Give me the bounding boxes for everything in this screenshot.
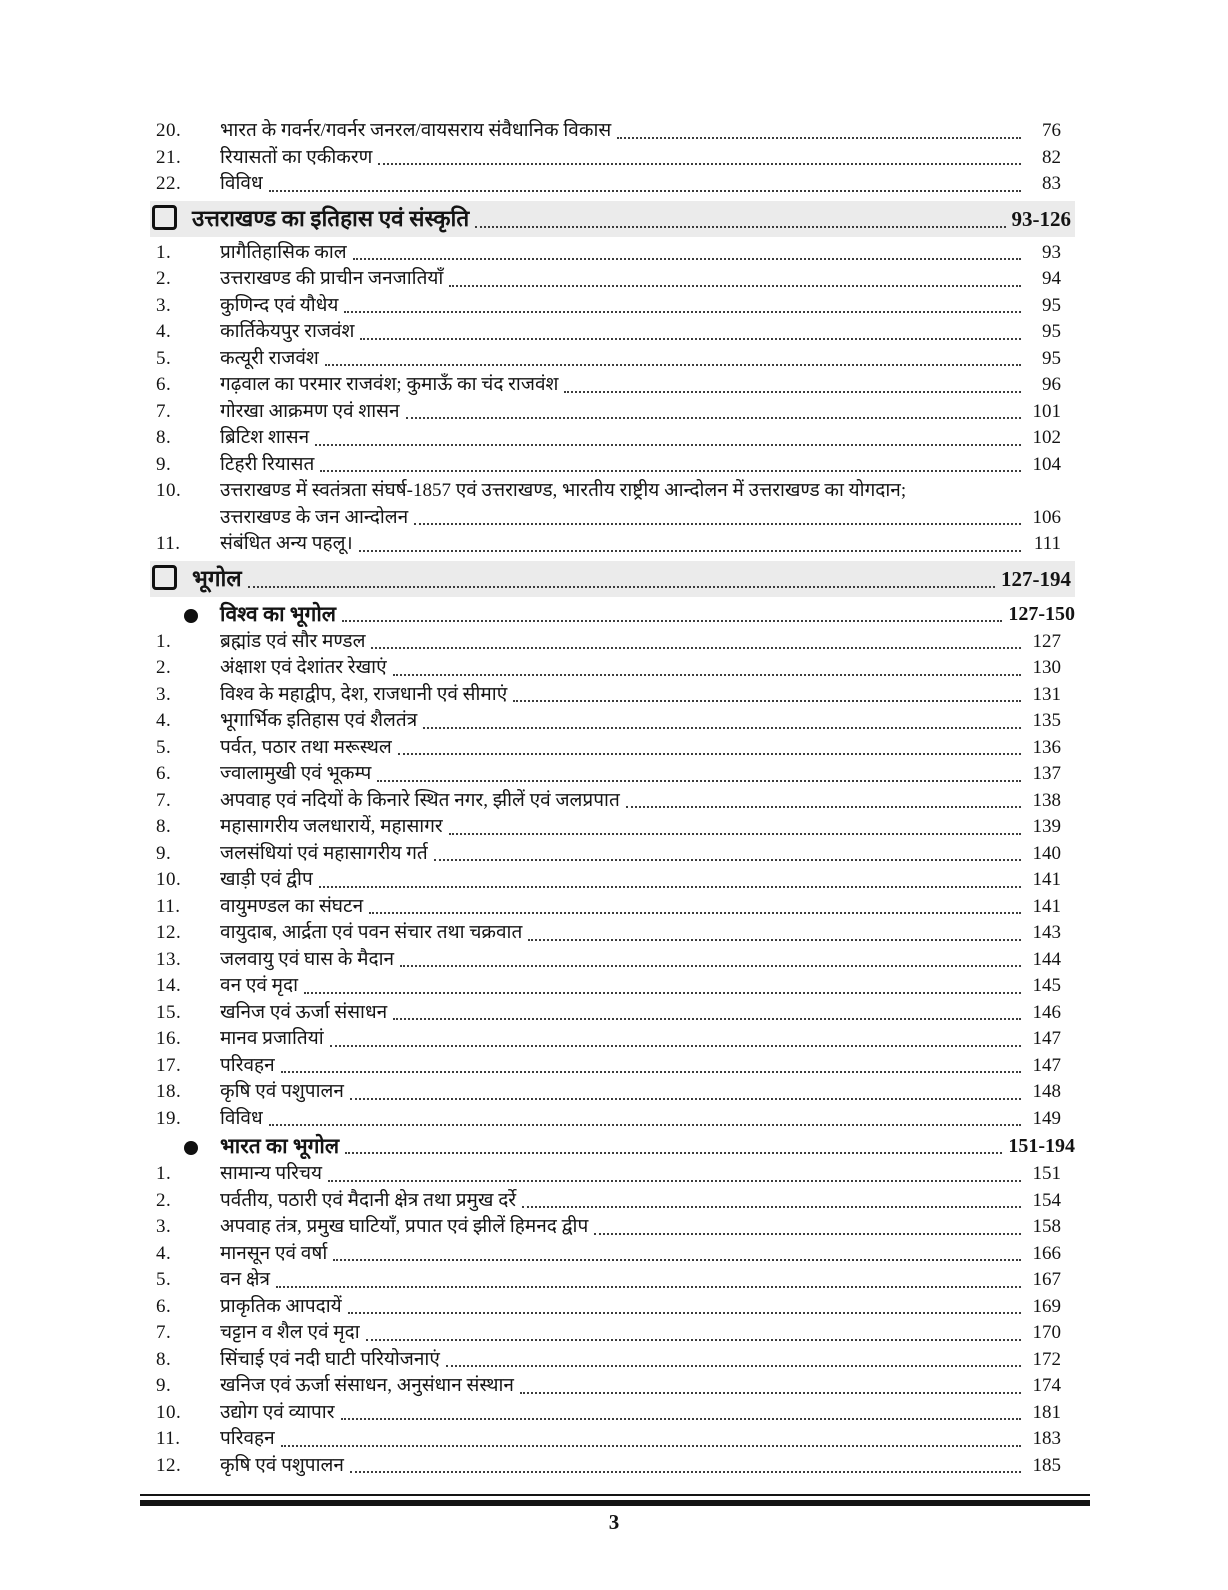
toc-entry-title: भूगोल <box>192 565 242 591</box>
toc-entry-page: 141 <box>1032 869 1061 890</box>
toc-item-number: 21. <box>156 146 182 168</box>
dotted-leader <box>449 833 1021 835</box>
toc-entry-title: विविध <box>220 1107 263 1129</box>
toc-entry-page: 151 <box>1032 1163 1061 1184</box>
dotted-leader <box>528 939 1021 941</box>
dotted-leader <box>341 1418 1022 1420</box>
toc-item-row <box>150 1053 1075 1080</box>
dotted-leader <box>475 226 1005 228</box>
toc-entry-page: 95 <box>1042 321 1061 342</box>
toc-item-number: 11. <box>156 1428 181 1449</box>
dotted-leader <box>345 1152 1002 1154</box>
toc-item-row <box>150 171 1075 198</box>
toc-entry-page: 172 <box>1032 1348 1061 1370</box>
toc-item-number: 8. <box>156 427 172 448</box>
toc-entry-title: कार्तिकेयपुर राजवंश <box>220 321 355 342</box>
dotted-leader <box>434 859 1021 861</box>
dotted-leader <box>371 647 1021 649</box>
toc-entry-page: 140 <box>1032 842 1061 864</box>
dotted-leader <box>320 470 1021 472</box>
bullet-circle-icon <box>184 609 198 623</box>
toc-item-number: 8. <box>156 816 172 837</box>
toc-entry-page: 127 <box>1032 630 1061 652</box>
toc-entry-title: वन क्षेत्र <box>220 1269 270 1290</box>
toc-item-number: 11. <box>156 533 181 554</box>
toc-item-number: 8. <box>156 1348 172 1370</box>
toc-item-number: 2. <box>156 268 172 289</box>
toc-item-number: 16. <box>156 1028 182 1049</box>
dotted-leader <box>281 1071 1021 1073</box>
toc-item-row <box>150 1400 1075 1427</box>
toc-entry-page: 82 <box>1042 146 1061 168</box>
toc-entry-title: ब्रह्मांड एवं सौर मण्डल <box>220 630 366 652</box>
toc-item-row <box>150 452 1075 479</box>
toc-item-row <box>150 682 1075 709</box>
checkbox-square-icon <box>152 565 177 590</box>
toc-entry-title: अपवाह एवं नदियों के किनारे स्थित नगर, झीलें एवं जलप्रपात <box>220 789 620 811</box>
toc-entry-page: 139 <box>1032 816 1061 837</box>
toc-item-number: 15. <box>156 1001 182 1023</box>
toc-entry-title: मानसून एवं वर्षा <box>220 1242 328 1264</box>
toc-entry-title: विश्व का भूगोल <box>220 601 337 626</box>
toc-entry-page: 170 <box>1032 1322 1061 1343</box>
toc-item-row <box>150 346 1075 373</box>
toc-item-row <box>150 1267 1075 1294</box>
dotted-leader <box>269 1124 1021 1126</box>
toc-entry-title: प्राकृतिक आपदायें <box>220 1295 342 1317</box>
dotted-leader <box>406 417 1021 419</box>
dotted-leader <box>342 620 1002 622</box>
toc-item-number: 9. <box>156 1375 172 1396</box>
toc-entry-page: 148 <box>1032 1081 1061 1102</box>
toc-entry-title: उत्तराखण्ड का इतिहास एवं संस्कृति <box>192 205 470 231</box>
toc-entry-title: खनिज एवं ऊर्जा संसाधन, अनुसंधान संस्थान <box>220 1375 514 1396</box>
toc-entry-page: 174 <box>1032 1375 1061 1396</box>
dotted-leader <box>369 912 1021 914</box>
toc-item-row <box>150 1453 1075 1480</box>
checkbox-square-icon <box>152 205 177 230</box>
toc-entry-title: महासागरीय जलधारायें, महासागर <box>220 816 443 837</box>
toc-item-number: 22. <box>156 173 182 194</box>
toc-item-number: 14. <box>156 975 182 996</box>
toc-item-number: 6. <box>156 1295 172 1317</box>
dotted-leader <box>330 1045 1021 1047</box>
toc-entry-page: 96 <box>1042 374 1061 395</box>
toc-item-number: 18. <box>156 1081 182 1102</box>
dotted-leader <box>617 137 1021 139</box>
toc-item-row <box>150 1320 1075 1347</box>
dotted-leader <box>414 523 1021 525</box>
toc-entry-page: 95 <box>1042 294 1061 316</box>
toc-entry-title: भारत का भूगोल <box>220 1134 340 1158</box>
toc-entry-page: 127-150 <box>1008 602 1075 625</box>
toc-entry-title: कुणिन्द एवं यौधेय <box>220 294 339 316</box>
toc-item-number: 1. <box>156 1163 172 1184</box>
dotted-leader <box>446 1365 1021 1367</box>
toc-entry-title: टिहरी रियासत <box>220 453 315 475</box>
toc-entry-page: 181 <box>1032 1401 1061 1423</box>
toc-entry-title: परिवहन <box>220 1054 275 1076</box>
toc-item-row <box>150 293 1075 320</box>
toc-entry-title: कृषि एवं पशुपालन <box>220 1081 344 1102</box>
toc-item-row <box>150 1426 1075 1453</box>
toc-entry-page: 135 <box>1032 710 1061 731</box>
toc-list <box>150 118 1075 1479</box>
toc-entry-title: उद्योग एवं व्यापार <box>220 1401 335 1423</box>
dotted-leader <box>359 550 1021 552</box>
toc-item-row <box>150 894 1075 921</box>
toc-item-number: 9. <box>156 453 172 475</box>
dotted-leader <box>626 806 1021 808</box>
toc-entry-title: जलवायु एवं घास के मैदान <box>220 948 395 970</box>
toc-item-row <box>150 841 1075 868</box>
toc-item-number: 12. <box>156 1454 182 1476</box>
toc-entry-title: उत्तराखण्ड की प्राचीन जनजातियाँ <box>220 268 444 289</box>
toc-item-number: 11. <box>156 895 181 917</box>
dotted-leader <box>449 285 1021 287</box>
dotted-leader <box>304 992 1021 994</box>
toc-item-number: 10. <box>156 1401 182 1423</box>
toc-item-number: 4. <box>156 1242 172 1264</box>
toc-item-row <box>150 788 1075 815</box>
toc-item-row <box>150 655 1075 682</box>
toc-item-row <box>150 1026 1075 1053</box>
toc-entry-title: चट्टान व शैल एवं मृदा <box>220 1322 360 1343</box>
toc-item-number: 10. <box>156 869 182 890</box>
toc-entry-page: 147 <box>1032 1054 1061 1076</box>
toc-entry-title: संबंधित अन्य पहलू। <box>220 533 353 554</box>
toc-entry-page: 185 <box>1032 1454 1061 1476</box>
dotted-leader <box>522 1206 1021 1208</box>
toc-item-number: 5. <box>156 1269 172 1290</box>
toc-section-row <box>150 561 1075 597</box>
toc-entry-page: 149 <box>1032 1107 1061 1129</box>
toc-item-row <box>150 867 1075 894</box>
toc-item-row <box>150 1188 1075 1215</box>
toc-item-row <box>150 240 1075 267</box>
toc-entry-page: 93 <box>1042 241 1061 263</box>
toc-entry-page: 147 <box>1032 1028 1061 1049</box>
toc-entry-title: गोरखा आक्रमण एवं शासन <box>220 400 400 422</box>
toc-item-row <box>150 1214 1075 1241</box>
toc-item-row <box>150 1241 1075 1268</box>
toc-item-number: 4. <box>156 321 172 342</box>
toc-entry-page: 131 <box>1032 683 1061 705</box>
toc-entry-title: वन एवं मृदा <box>220 975 299 996</box>
toc-entry-page: 104 <box>1032 453 1061 475</box>
toc-item-row <box>150 319 1075 346</box>
toc-entry-title: खाड़ी एवं द्वीप <box>220 869 313 890</box>
dotted-leader <box>360 338 1021 340</box>
toc-entry-page: 102 <box>1032 427 1061 448</box>
dotted-leader <box>564 391 1021 393</box>
toc-entry-page: 166 <box>1032 1242 1061 1264</box>
toc-entry-page: 169 <box>1032 1295 1061 1317</box>
dotted-leader <box>520 1392 1021 1394</box>
toc-entry-title: गढ़वाल का परमार राजवंश; कुमाऊँ का चंद राजवंश <box>220 374 559 395</box>
toc-entry-page: 136 <box>1032 736 1061 758</box>
toc-item-row <box>150 1079 1075 1106</box>
toc-entry-page: 106 <box>1032 506 1061 528</box>
dotted-leader <box>513 700 1021 702</box>
toc-item-row <box>150 973 1075 1000</box>
toc-entry-title: प्रागैतिहासिक काल <box>220 241 347 263</box>
toc-item-row <box>150 761 1075 788</box>
toc-item-row <box>150 629 1075 656</box>
toc-subsection-row <box>150 600 1075 629</box>
dotted-leader <box>276 1286 1021 1288</box>
dotted-leader <box>328 1180 1021 1182</box>
toc-item-row <box>150 1347 1075 1374</box>
toc-section-row <box>150 201 1075 237</box>
toc-item-number: 7. <box>156 400 172 422</box>
dotted-leader <box>344 311 1021 313</box>
toc-item-number: 19. <box>156 1107 182 1129</box>
toc-item-row <box>150 531 1075 558</box>
toc-entry-title: वायुदाब, आर्द्रता एवं पवन संचार तथा चक्रवात <box>220 922 523 943</box>
bullet-circle-icon <box>184 1141 198 1155</box>
toc-item-row <box>150 1106 1075 1133</box>
toc-entry-page: 167 <box>1032 1269 1061 1290</box>
toc-item-number: 12. <box>156 922 182 943</box>
toc-entry-title: जलसंधियां एवं महासागरीय गर्त <box>220 842 428 864</box>
dotted-leader <box>378 163 1021 165</box>
toc-entry-page: 83 <box>1042 173 1061 194</box>
toc-entry-title: भारत के गवर्नर/गवर्नर जनरल/वायसराय संवैधानिक विकास <box>220 120 612 141</box>
toc-entry-page: 183 <box>1032 1428 1061 1449</box>
toc-item-number: 1. <box>156 630 172 652</box>
toc-item-number: 6. <box>156 374 172 395</box>
toc-entry-title: अपवाह तंत्र, प्रमुख घाटियाँ, प्रपात एवं झीलें हिमनद द्वीप <box>220 1216 589 1237</box>
toc-entry-title: रियासतों का एकीकरण <box>220 146 373 168</box>
toc-item-number: 2. <box>156 1189 172 1211</box>
toc-item-number: 10. <box>156 480 182 501</box>
dotted-leader <box>333 1259 1021 1261</box>
toc-item-row <box>150 1294 1075 1321</box>
toc-entry-title: भूगार्भिक इतिहास एवं शैलतंत्र <box>220 710 418 731</box>
toc-entry-page: 94 <box>1042 268 1061 289</box>
dotted-leader <box>423 727 1021 729</box>
toc-entry-page: 111 <box>1033 533 1061 554</box>
toc-entry-title: कत्यूरी राजवंश <box>220 347 319 369</box>
toc-item-row <box>150 1000 1075 1027</box>
toc-entry-title: परिवहन <box>220 1428 275 1449</box>
toc-item-number: 2. <box>156 657 172 678</box>
toc-item-number: 17. <box>156 1054 182 1076</box>
dotted-leader <box>315 444 1021 446</box>
toc-entry-title: सिंचाई एवं नदी घाटी परियोजनाएं <box>220 1348 440 1370</box>
toc-item-number: 20. <box>156 120 182 141</box>
dotted-leader <box>594 1233 1021 1235</box>
toc-item-number: 3. <box>156 683 172 705</box>
toc-item-number: 5. <box>156 736 172 758</box>
toc-entry-page: 95 <box>1042 347 1061 369</box>
toc-item-row <box>150 372 1075 399</box>
toc-item-number: 4. <box>156 710 172 731</box>
toc-entry-title: विश्व के महाद्वीप, देश, राजधानी एवं सीमाएं <box>220 683 508 705</box>
toc-entry-title: कृषि एवं पशुपालन <box>220 1454 344 1476</box>
toc-item-row <box>150 1161 1075 1188</box>
toc-item-row <box>150 735 1075 762</box>
toc-entry-page: 144 <box>1032 948 1061 970</box>
toc-item-number: 3. <box>156 1216 172 1237</box>
toc-entry-page: 141 <box>1032 895 1061 917</box>
toc-item-row <box>150 920 1075 947</box>
toc-entry-page: 137 <box>1032 763 1061 784</box>
toc-entry-page: 93-126 <box>1011 206 1071 231</box>
toc-entry-page: 145 <box>1032 975 1061 996</box>
toc-item-number: 13. <box>156 948 182 970</box>
dotted-leader <box>350 1098 1021 1100</box>
toc-item-row <box>150 425 1075 452</box>
toc-item-number: 9. <box>156 842 172 864</box>
toc-entry-title: ज्वालामुखी एवं भूकम्प <box>220 763 372 784</box>
toc-entry-title: अंक्षाश एवं देशांतर रेखाएं <box>220 657 387 678</box>
toc-entry-page: 138 <box>1032 789 1061 811</box>
toc-item-number: 7. <box>156 1322 172 1343</box>
toc-item-row <box>150 478 1075 505</box>
toc-entry-page: 127-194 <box>1001 566 1071 591</box>
toc-item-row <box>150 266 1075 293</box>
dotted-leader <box>377 780 1021 782</box>
toc-item-row <box>150 814 1075 841</box>
toc-entry-page: 76 <box>1042 120 1061 141</box>
toc-entry-title: ब्रिटिश शासन <box>220 427 310 448</box>
toc-item-row <box>150 118 1075 145</box>
dotted-leader <box>393 1018 1021 1020</box>
toc-subsection-row <box>150 1132 1075 1161</box>
dotted-leader <box>348 1312 1021 1314</box>
dotted-leader <box>281 1445 1021 1447</box>
dotted-leader <box>319 886 1021 888</box>
toc-item-number: 7. <box>156 789 172 811</box>
toc-entry-page: 101 <box>1032 400 1061 422</box>
toc-entry-title: खनिज एवं ऊर्जा संसाधन <box>220 1001 388 1023</box>
dotted-leader <box>366 1339 1021 1341</box>
dotted-leader <box>398 753 1021 755</box>
toc-entry-page: 143 <box>1032 922 1061 943</box>
toc-item-row <box>150 399 1075 426</box>
toc-item-row <box>150 947 1075 974</box>
toc-entry-page: 151-194 <box>1008 1135 1075 1157</box>
toc-item-row-continuation <box>150 505 1075 532</box>
toc-item-number: 5. <box>156 347 172 369</box>
toc-entry-title: उत्तराखण्ड में स्वतंत्रता संघर्ष-1857 एवं उत्तराखण्ड, भारतीय राष्ट्रीय आन्दोलन में उत्तराखण्ड का योगदान; <box>220 480 907 501</box>
footer-rule <box>140 1494 1090 1506</box>
toc-entry-title: विविध <box>220 173 263 194</box>
toc-entry-page: 158 <box>1032 1216 1061 1237</box>
toc-item-row <box>150 1373 1075 1400</box>
dotted-leader <box>393 674 1021 676</box>
toc-entry-title: वायुमण्डल का संघटन <box>220 895 364 917</box>
toc-entry-title: पर्वत, पठार तथा मरूस्थल <box>220 736 392 758</box>
dotted-leader <box>350 1471 1021 1473</box>
toc-item-number: 6. <box>156 763 172 784</box>
dotted-leader <box>269 190 1021 192</box>
toc-entry-title: उत्तराखण्ड के जन आन्दोलन <box>220 506 409 528</box>
toc-item-row <box>150 708 1075 735</box>
dotted-leader <box>400 965 1021 967</box>
toc-item-number: 1. <box>156 241 172 263</box>
toc-item-row <box>150 145 1075 172</box>
dotted-leader <box>353 258 1021 260</box>
dotted-leader <box>248 586 995 588</box>
toc-entry-title: सामान्य परिचय <box>220 1163 322 1184</box>
toc-item-number: 3. <box>156 294 172 316</box>
toc-entry-page: 130 <box>1032 657 1061 678</box>
dotted-leader <box>325 364 1021 366</box>
toc-entry-page: 146 <box>1032 1001 1061 1023</box>
toc-entry-title: मानव प्रजातियां <box>220 1028 324 1049</box>
page-number: 3 <box>608 1510 620 1534</box>
toc-entry-page: 154 <box>1032 1189 1061 1211</box>
toc-entry-title: पर्वतीय, पठारी एवं मैदानी क्षेत्र तथा प्रमुख दर्रे <box>220 1189 517 1211</box>
